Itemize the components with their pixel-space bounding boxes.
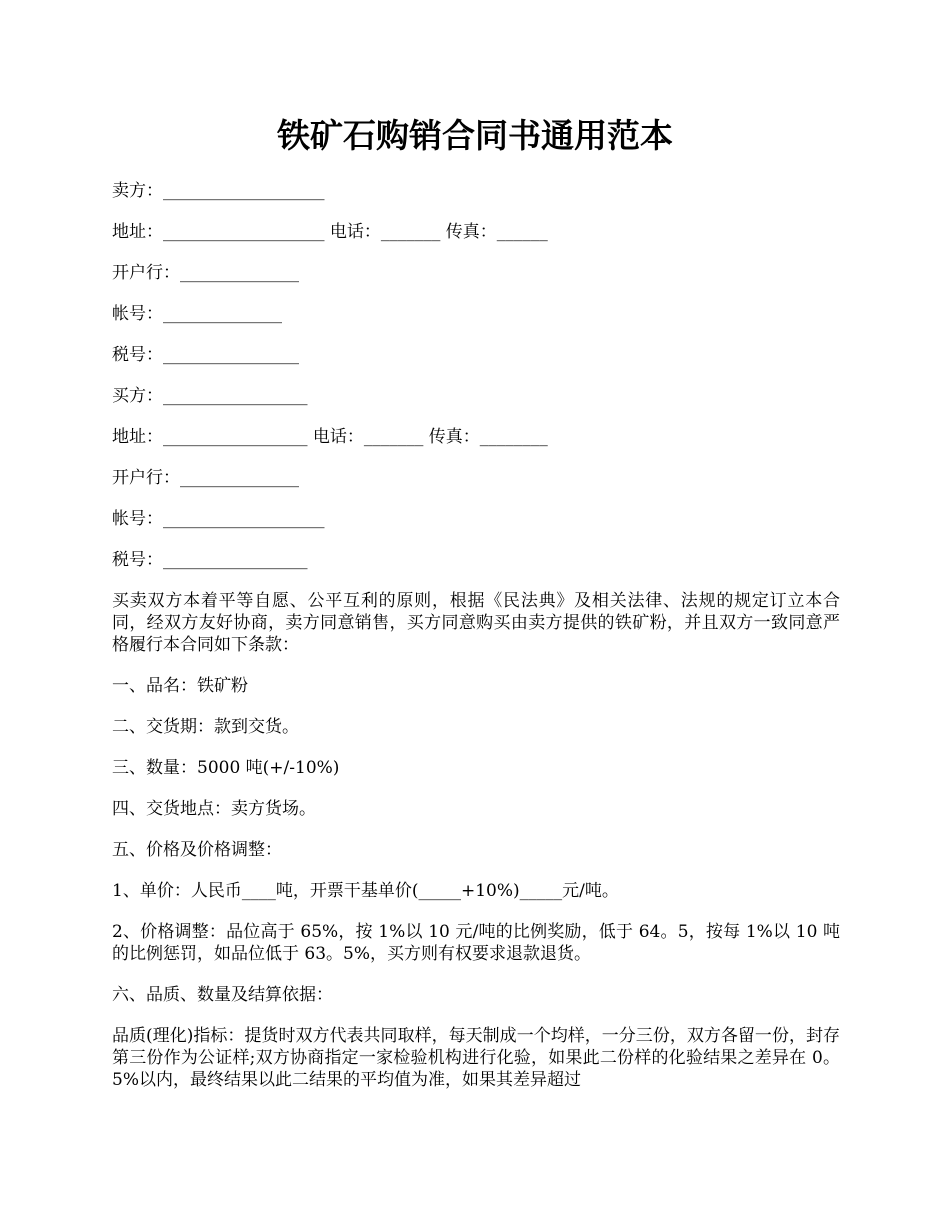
clause-delivery-location: 四、交货地点：卖方货场。 <box>112 799 316 819</box>
seller-address-line: 地址：___________________ 电话：_______ 传真：______ <box>112 222 548 242</box>
buyer-tax-line: 税号：_________________ <box>112 550 308 570</box>
clause-unit-price: 1、单价：人民币____吨，开票干基单价(_____+10%)_____元/吨。 <box>112 881 619 901</box>
buyer-address-line: 地址：_________________ 电话：_______ 传真：________ <box>112 427 548 447</box>
clause-product-name: 一、品名：铁矿粉 <box>112 676 248 696</box>
buyer-bank-line: 开户行：______________ <box>112 468 299 488</box>
document-body <box>112 180 840 1110</box>
buyer-name-line: 买方：_________________ <box>112 386 308 406</box>
clause-quality-index: 品质(理化)指标：提货时双方代表共同取样，每天制成一个均样，一分三份，双方各留一份，封存第三份作为公证样;双方协商指定一家检验机构进行化验，如果此二份样的化验结果之差异在 0。5%以内，最终结果以此二结果的平均值为准，如果其差异超过 <box>112 1026 840 1090</box>
seller-bank-line: 开户行：______________ <box>112 263 299 283</box>
seller-name-line: 卖方：___________________ <box>112 181 325 201</box>
clause-price-heading: 五、价格及价格调整： <box>112 840 282 860</box>
intro-paragraph: 买卖双方本着平等自愿、公平互利的原则，根据《民法典》及相关法律、法规的规定订立本合同，经双方友好协商，卖方同意销售，买方同意购买由卖方提供的铁矿粉，并且双方一致同意严格履行本合同如下条款： <box>112 591 840 655</box>
clause-delivery-time: 二、交货期：款到交货。 <box>112 717 299 737</box>
seller-account-line: 帐号：______________ <box>112 304 282 324</box>
document-title: 铁矿石购销合同书通用范本 <box>277 116 673 155</box>
clause-quality-heading: 六、品质、数量及结算依据： <box>112 985 333 1005</box>
seller-tax-line: 税号：________________ <box>112 345 299 365</box>
clause-quantity: 三、数量：5000 吨(+/-10%) <box>112 758 340 778</box>
clause-price-adjustment: 2、价格调整：品位高于 65%，按 1%以 10 元/吨的比例奖励，低于 64。5，按每 1%以 10 吨的比例惩罚，如品位低于 63。5%，买方则有权要求退款退货。 <box>112 922 840 964</box>
buyer-account-line: 帐号：___________________ <box>112 509 325 529</box>
